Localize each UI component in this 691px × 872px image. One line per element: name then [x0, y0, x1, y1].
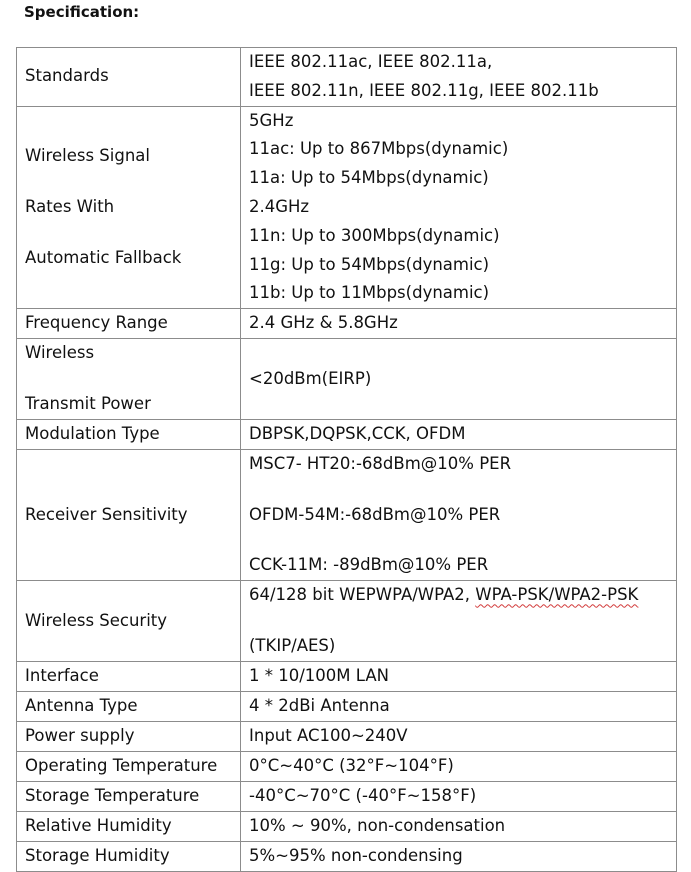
- spec-label-line: Transmit Power: [25, 393, 151, 413]
- spec-value: [241, 449, 677, 580]
- spec-label-line: Automatic Fallback: [25, 247, 182, 267]
- spec-value-line: IEEE 802.11n, IEEE 802.11g, IEEE 802.11b: [249, 80, 599, 100]
- spec-value: 4 * 2dBi Antenna: [241, 692, 677, 722]
- spec-label: Modulation Type: [17, 419, 241, 449]
- spec-label: Storage Temperature: [17, 782, 241, 812]
- spec-value-line: IEEE 802.11ac, IEEE 802.11a,: [249, 52, 493, 71]
- spec-value-line: CCK-11M: -89dBm@10% PER: [249, 555, 489, 575]
- spec-value: 1 * 10/100M LAN: [241, 662, 677, 692]
- spec-value: <20dBm(EIRP): [241, 339, 677, 420]
- spec-value-text: 64/128 bit WEPWPA/WPA2,: [249, 585, 476, 605]
- spec-value-line: 11n: Up to 300Mbps(dynamic): [249, 225, 500, 245]
- table-row-standards: [17, 48, 677, 107]
- table-row-receiver-sensitivity: [17, 449, 677, 580]
- page-heading: Specification:: [24, 3, 140, 21]
- spec-value: 5%~95% non-condensing: [241, 842, 677, 872]
- table-row-transmit-power: [17, 339, 677, 420]
- table-row-relative-humidity: [17, 812, 677, 842]
- table-row-wireless-security: [17, 581, 677, 662]
- spec-value-line: 11g: Up to 54Mbps(dynamic): [249, 254, 490, 274]
- table-row-modulation-type: [17, 419, 677, 449]
- spec-label: Antenna Type: [17, 692, 241, 722]
- spec-value: Input AC100~240V: [241, 722, 677, 752]
- spec-value: DBPSK,DQPSK,CCK, OFDM: [241, 419, 677, 449]
- table-row-frequency-range: [17, 309, 677, 339]
- spec-value: 2.4 GHz & 5.8GHz: [241, 309, 677, 339]
- spec-value: 0°C~40°C (32°F~104°F): [241, 752, 677, 782]
- table-row-operating-temperature: [17, 752, 677, 782]
- table-row-power-supply: [17, 722, 677, 752]
- table-row-interface: [17, 662, 677, 692]
- spellcheck-flagged-text: WPA-PSK/WPA2-PSK: [475, 585, 639, 605]
- spec-value: [241, 106, 677, 309]
- spec-value-line: [249, 581, 676, 610]
- spec-label: Storage Humidity: [17, 842, 241, 872]
- spec-value: [241, 48, 677, 107]
- spec-label: Standards: [17, 48, 241, 107]
- table-row-storage-humidity: [17, 842, 677, 872]
- spec-value: -40°C~70°C (-40°F~158°F): [241, 782, 677, 812]
- spec-value-line: OFDM-54M:-68dBm@10% PER: [249, 504, 501, 524]
- spec-label-line: Wireless: [25, 343, 95, 363]
- spec-value-line: MSC7- HT20:-68dBm@10% PER: [249, 453, 512, 473]
- spec-value-line: 11ac: Up to 867Mbps(dynamic): [249, 139, 509, 159]
- spec-label-line: Wireless Signal: [25, 146, 150, 166]
- table-row-antenna-type: [17, 692, 677, 722]
- table-row-wireless-signal-rates: [17, 106, 677, 309]
- spec-label: Frequency Range: [17, 309, 241, 339]
- spec-label: Power supply: [17, 722, 241, 752]
- spec-label: Wireless Security: [17, 581, 241, 662]
- specification-table: [16, 47, 677, 872]
- spec-value-line: 11b: Up to 11Mbps(dynamic): [249, 283, 490, 303]
- spec-label: [17, 106, 241, 309]
- spec-value-line: 2.4GHz: [249, 196, 310, 216]
- spec-value-line: 5GHz: [249, 110, 294, 130]
- spec-label: Relative Humidity: [17, 812, 241, 842]
- spec-value-line: (TKIP/AES): [249, 636, 336, 656]
- spec-value-line: 11a: Up to 54Mbps(dynamic): [249, 168, 489, 188]
- spec-value: [241, 581, 677, 662]
- spec-label: [17, 339, 241, 420]
- table-row-storage-temperature: [17, 782, 677, 812]
- spec-label: Receiver Sensitivity: [17, 449, 241, 580]
- spec-label-line: Rates With: [25, 196, 115, 216]
- spec-label: Operating Temperature: [17, 752, 241, 782]
- spec-label: Interface: [17, 662, 241, 692]
- spec-value: 10% ~ 90%, non-condensation: [241, 812, 677, 842]
